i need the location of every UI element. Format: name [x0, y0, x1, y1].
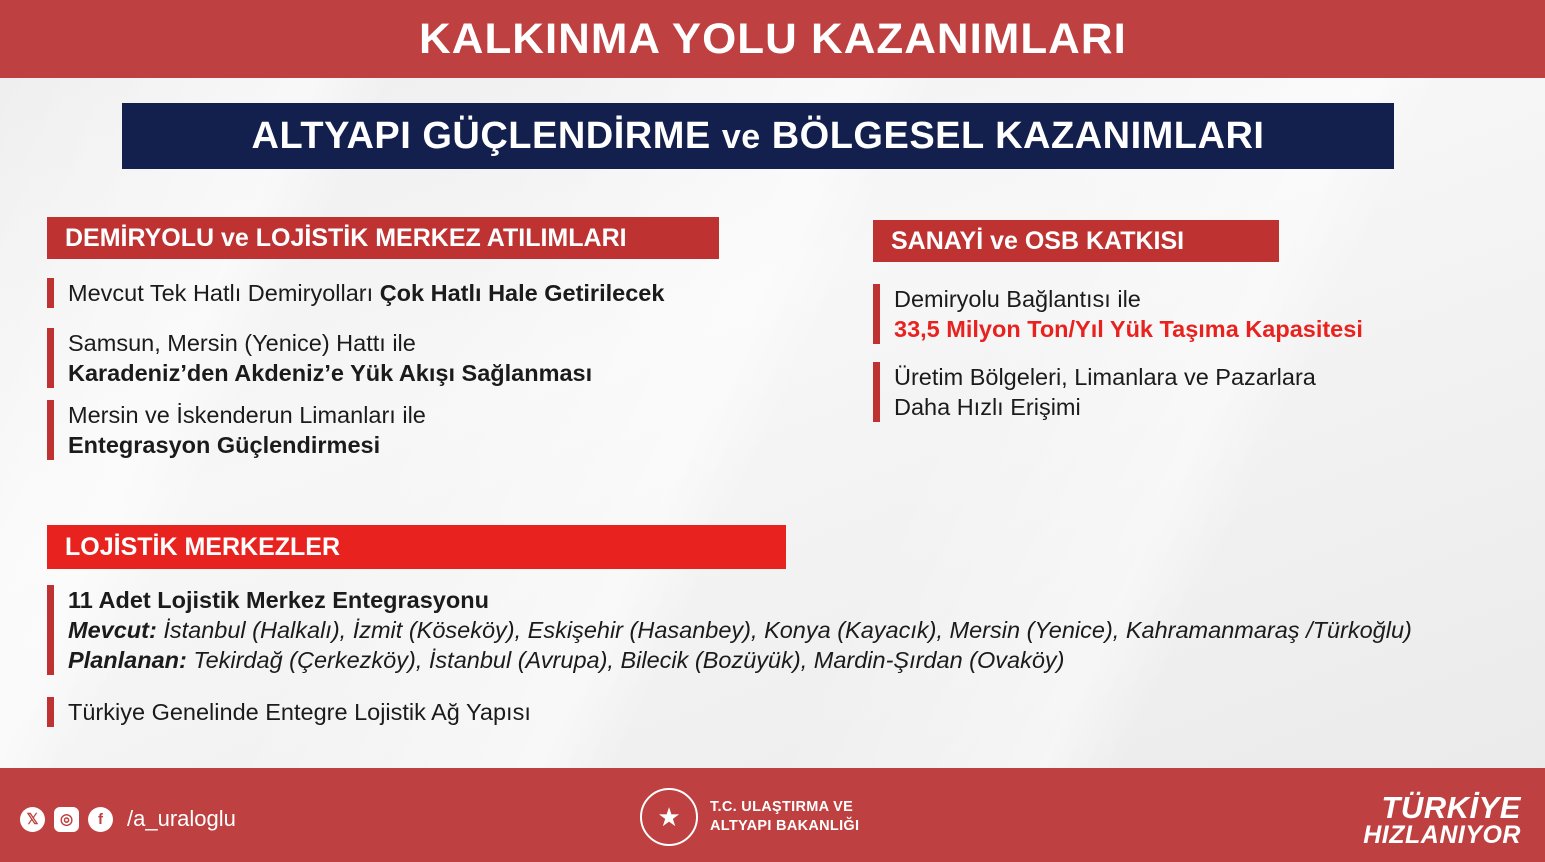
railway-item-1-normal: Mevcut Tek Hatlı Demiryolları: [68, 280, 380, 306]
section-header-logistics-label: LOJİSTİK MERKEZLER: [65, 532, 341, 561]
railway-item-2-line1: Samsun, Mersin (Yenice) Hattı ile: [68, 330, 416, 356]
industry-item-2: [873, 362, 1513, 422]
industry-item-2-line2: Daha Hızlı Erişimi: [894, 394, 1081, 421]
section-header-industry: [873, 220, 1279, 262]
railway-item-2-line2: Karadeniz’den Akdeniz’e Yük Akışı Sağlanması: [68, 360, 593, 387]
bullet-bar: [47, 400, 54, 460]
ministry-logo: [640, 788, 859, 846]
railway-item-2-text: [68, 328, 592, 388]
industry-item-1-line1: Demiryolu Bağlantısı ile: [894, 286, 1141, 312]
logistics-block: [47, 585, 1447, 675]
railway-item-3-line1: Mersin ve İskenderun Limanları ile: [68, 402, 426, 428]
section-header-industry-label: SANAYİ ve OSB KATKISI: [891, 226, 1185, 255]
railway-item-3-line2: Entegrasyon Güçlendirmesi: [68, 432, 381, 459]
logistics-planned: [68, 645, 1412, 675]
bullet-bar: [47, 697, 54, 727]
railway-item-1-bold: Çok Hatlı Hale Getirilecek: [379, 280, 665, 306]
subtitle-part-2: ve: [721, 117, 761, 156]
page-title: KALKINMA YOLU KAZANIMLARI: [418, 14, 1127, 63]
logistics-block-text: [68, 585, 1412, 675]
industry-item-1-line2: 33,5 Milyon Ton/Yıl Yük Taşıma Kapasitesi: [894, 316, 1363, 343]
railway-item-1-text: [68, 278, 664, 308]
railway-item-1: [47, 278, 767, 308]
instagram-icon[interactable]: ◎: [54, 807, 79, 832]
campaign-brand-line-2: HIZLANIYOR: [1363, 821, 1521, 849]
top-title-bar: [0, 0, 1545, 78]
campaign-brand-line-1: TÜRKİYE: [1381, 790, 1521, 825]
x-icon[interactable]: 𝕏: [20, 807, 45, 832]
facebook-icon[interactable]: f: [88, 807, 113, 832]
industry-item-2-text: [894, 362, 1316, 422]
industry-item-1: [873, 284, 1513, 344]
ministry-line-1: T.C. ULAŞTIRMA VE: [710, 799, 854, 816]
subtitle-part-1: ALTYAPI GÜÇLENDİRME: [251, 114, 711, 157]
industry-item-1-text: [894, 284, 1363, 344]
logistics-title: 11 Adet Lojistik Merkez Entegrasyonu: [68, 587, 489, 613]
bullet-bar: [47, 585, 54, 675]
railway-item-3-text: [68, 400, 426, 460]
social-handle[interactable]: /a_uraloglu: [127, 806, 236, 831]
logistics-planned-label: Planlanan:: [68, 647, 187, 674]
railway-item-2: [47, 328, 767, 388]
logistics-existing-value: İstanbul (Halkalı), İzmit (Köseköy), Eskişehir (Hasanbey), Konya (Kayacık), Mersin (Yenice), Kahramanmaraş /Türkoğlu): [156, 617, 1412, 644]
bullet-bar: [873, 362, 880, 422]
section-header-logistics: [47, 525, 786, 569]
railway-item-3: [47, 400, 767, 460]
subtitle-banner: [122, 103, 1394, 169]
logistics-last-item: [47, 697, 947, 727]
logistics-planned-value: Tekirdağ (Çerkezköy), İstanbul (Avrupa), Bilecik (Bozüyük), Mardin-Şırdan (Ovaköy): [186, 647, 1065, 674]
campaign-brand: [1363, 792, 1521, 848]
ministry-seal-icon: ★: [640, 788, 698, 846]
industry-item-2-line1: Üretim Bölgeleri, Limanlara ve Pazarlara: [894, 364, 1316, 390]
subtitle-text: [252, 115, 1265, 158]
logistics-existing-label: Mevcut:: [68, 617, 157, 644]
logistics-existing: [68, 615, 1412, 645]
ministry-text: [710, 798, 859, 835]
bullet-bar: [47, 328, 54, 388]
subtitle-part-3: BÖLGESEL KAZANIMLARI: [771, 114, 1265, 157]
section-header-railway: [47, 217, 719, 259]
social-links: [20, 806, 236, 832]
bullet-bar: [873, 284, 880, 344]
ministry-line-2: ALTYAPI BAKANLIĞI: [710, 818, 860, 834]
bullet-bar: [47, 278, 54, 308]
logistics-last-item-text: Türkiye Genelinde Entegre Lojistik Ağ Yapısı: [68, 699, 531, 725]
section-header-railway-label: DEMİRYOLU ve LOJİSTİK MERKEZ ATILIMLARI: [65, 223, 627, 252]
